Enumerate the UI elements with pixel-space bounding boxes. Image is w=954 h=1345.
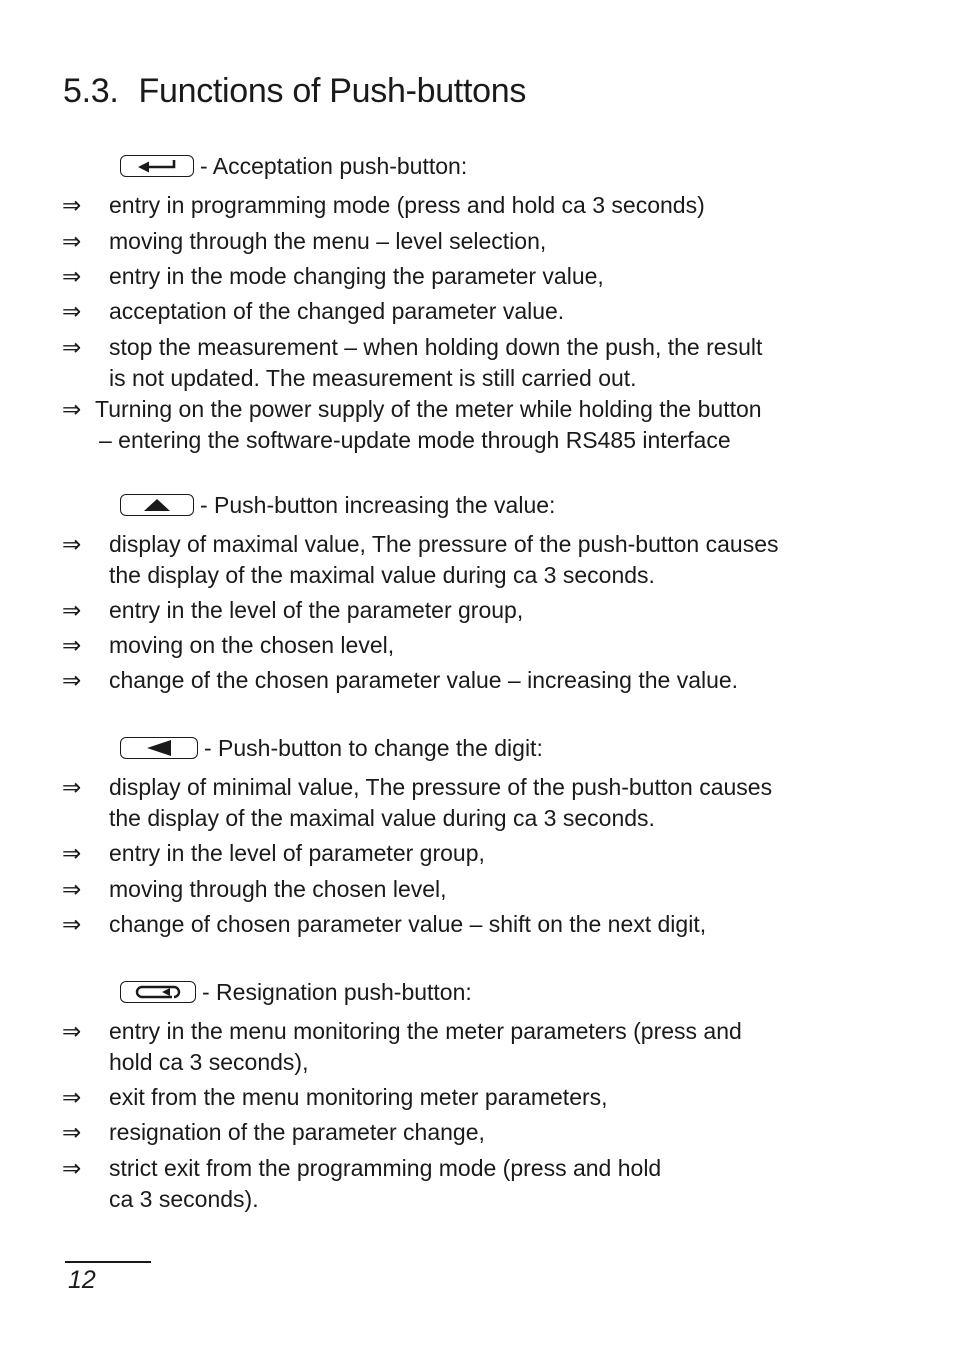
list-item: ⇒ strict exit from the programming mode (press and hold ca 3 seconds). bbox=[62, 1155, 662, 1212]
escape-key bbox=[120, 981, 196, 1003]
digit-button-label: - Push-button to change the digit: bbox=[204, 734, 543, 761]
implies-arrow-icon: ⇒ bbox=[62, 1084, 82, 1110]
list-item: ⇒ change of the chosen parameter value – increasing the value. bbox=[62, 665, 738, 696]
list-item: ⇒ Turning on the power supply of the meter while holding the button – entering the software-update mode through RS485 interface bbox=[62, 396, 762, 453]
acceptation-button-heading bbox=[120, 152, 467, 180]
list-item: ⇒ exit from the menu monitoring meter parameters, bbox=[62, 1082, 608, 1113]
list-item: ⇒ moving through the chosen level, bbox=[62, 874, 447, 905]
implies-arrow-icon: ⇒ bbox=[62, 298, 82, 324]
list-item: ⇒ acceptation of the changed parameter value. bbox=[62, 296, 564, 327]
increase-button-heading bbox=[120, 491, 555, 519]
implies-arrow-icon: ⇒ bbox=[62, 1155, 82, 1181]
acceptation-button-label: - Acceptation push-button: bbox=[200, 152, 468, 179]
page-number: 12 bbox=[68, 1266, 96, 1294]
implies-arrow-icon: ⇒ bbox=[62, 192, 82, 218]
up-key bbox=[120, 494, 194, 516]
enter-arrow-icon bbox=[136, 159, 178, 173]
list-item: ⇒ entry in the level of parameter group, bbox=[62, 838, 485, 869]
implies-arrow-icon: ⇒ bbox=[62, 876, 82, 902]
list-item: ⇒ stop the measurement – when holding down the push, the result is not updated. The measurement is still carried out. bbox=[62, 334, 763, 391]
digit-button-heading bbox=[120, 734, 543, 762]
implies-arrow-icon: ⇒ bbox=[62, 1119, 82, 1145]
increase-button-label: - Push-button increasing the value: bbox=[200, 491, 556, 518]
implies-arrow-icon: ⇒ bbox=[62, 263, 82, 289]
section-number: 5.3. bbox=[63, 72, 119, 110]
list-item: ⇒ moving on the chosen level, bbox=[62, 630, 394, 661]
implies-arrow-icon: ⇒ bbox=[62, 840, 82, 866]
left-triangle-icon bbox=[145, 739, 173, 757]
section-title-text: Functions of Push-buttons bbox=[138, 72, 527, 110]
resignation-button-label: - Resignation push-button: bbox=[202, 978, 472, 1005]
implies-arrow-icon: ⇒ bbox=[62, 228, 82, 254]
implies-arrow-icon: ⇒ bbox=[62, 1018, 82, 1044]
list-item: ⇒ entry in the mode changing the parameter value, bbox=[62, 261, 604, 292]
return-loop-icon bbox=[134, 984, 182, 1000]
list-item: ⇒ entry in the level of the parameter group, bbox=[62, 595, 523, 626]
enter-key bbox=[120, 155, 194, 177]
left-key bbox=[120, 737, 198, 759]
list-item: ⇒ entry in programming mode (press and hold ca 3 seconds) bbox=[62, 190, 705, 221]
list-item: ⇒ resignation of the parameter change, bbox=[62, 1117, 485, 1148]
up-triangle-icon bbox=[142, 498, 172, 512]
implies-arrow-icon: ⇒ bbox=[62, 632, 82, 658]
implies-arrow-icon: ⇒ bbox=[62, 667, 82, 693]
implies-arrow-icon: ⇒ bbox=[62, 774, 82, 800]
list-item: ⇒ change of chosen parameter value – shift on the next digit, bbox=[62, 909, 706, 940]
list-item: ⇒ display of maximal value, The pressure of the push-button causes the display of the maximal value during ca 3 seconds. bbox=[62, 531, 779, 588]
list-item: ⇒ display of minimal value, The pressure of the push-button causes the display of the maximal value during ca 3 seconds. bbox=[62, 774, 773, 831]
resignation-button-heading bbox=[120, 978, 472, 1006]
implies-arrow-icon: ⇒ bbox=[62, 396, 82, 422]
implies-arrow-icon: ⇒ bbox=[62, 334, 82, 360]
footer-rule bbox=[65, 1261, 151, 1263]
implies-arrow-icon: ⇒ bbox=[62, 597, 82, 623]
implies-arrow-icon: ⇒ bbox=[62, 531, 82, 557]
list-item: ⇒ entry in the menu monitoring the meter parameters (press and hold ca 3 seconds), bbox=[62, 1018, 742, 1075]
list-item: ⇒ moving through the menu – level selection, bbox=[62, 226, 546, 257]
implies-arrow-icon: ⇒ bbox=[62, 911, 82, 937]
section-title bbox=[63, 72, 526, 111]
